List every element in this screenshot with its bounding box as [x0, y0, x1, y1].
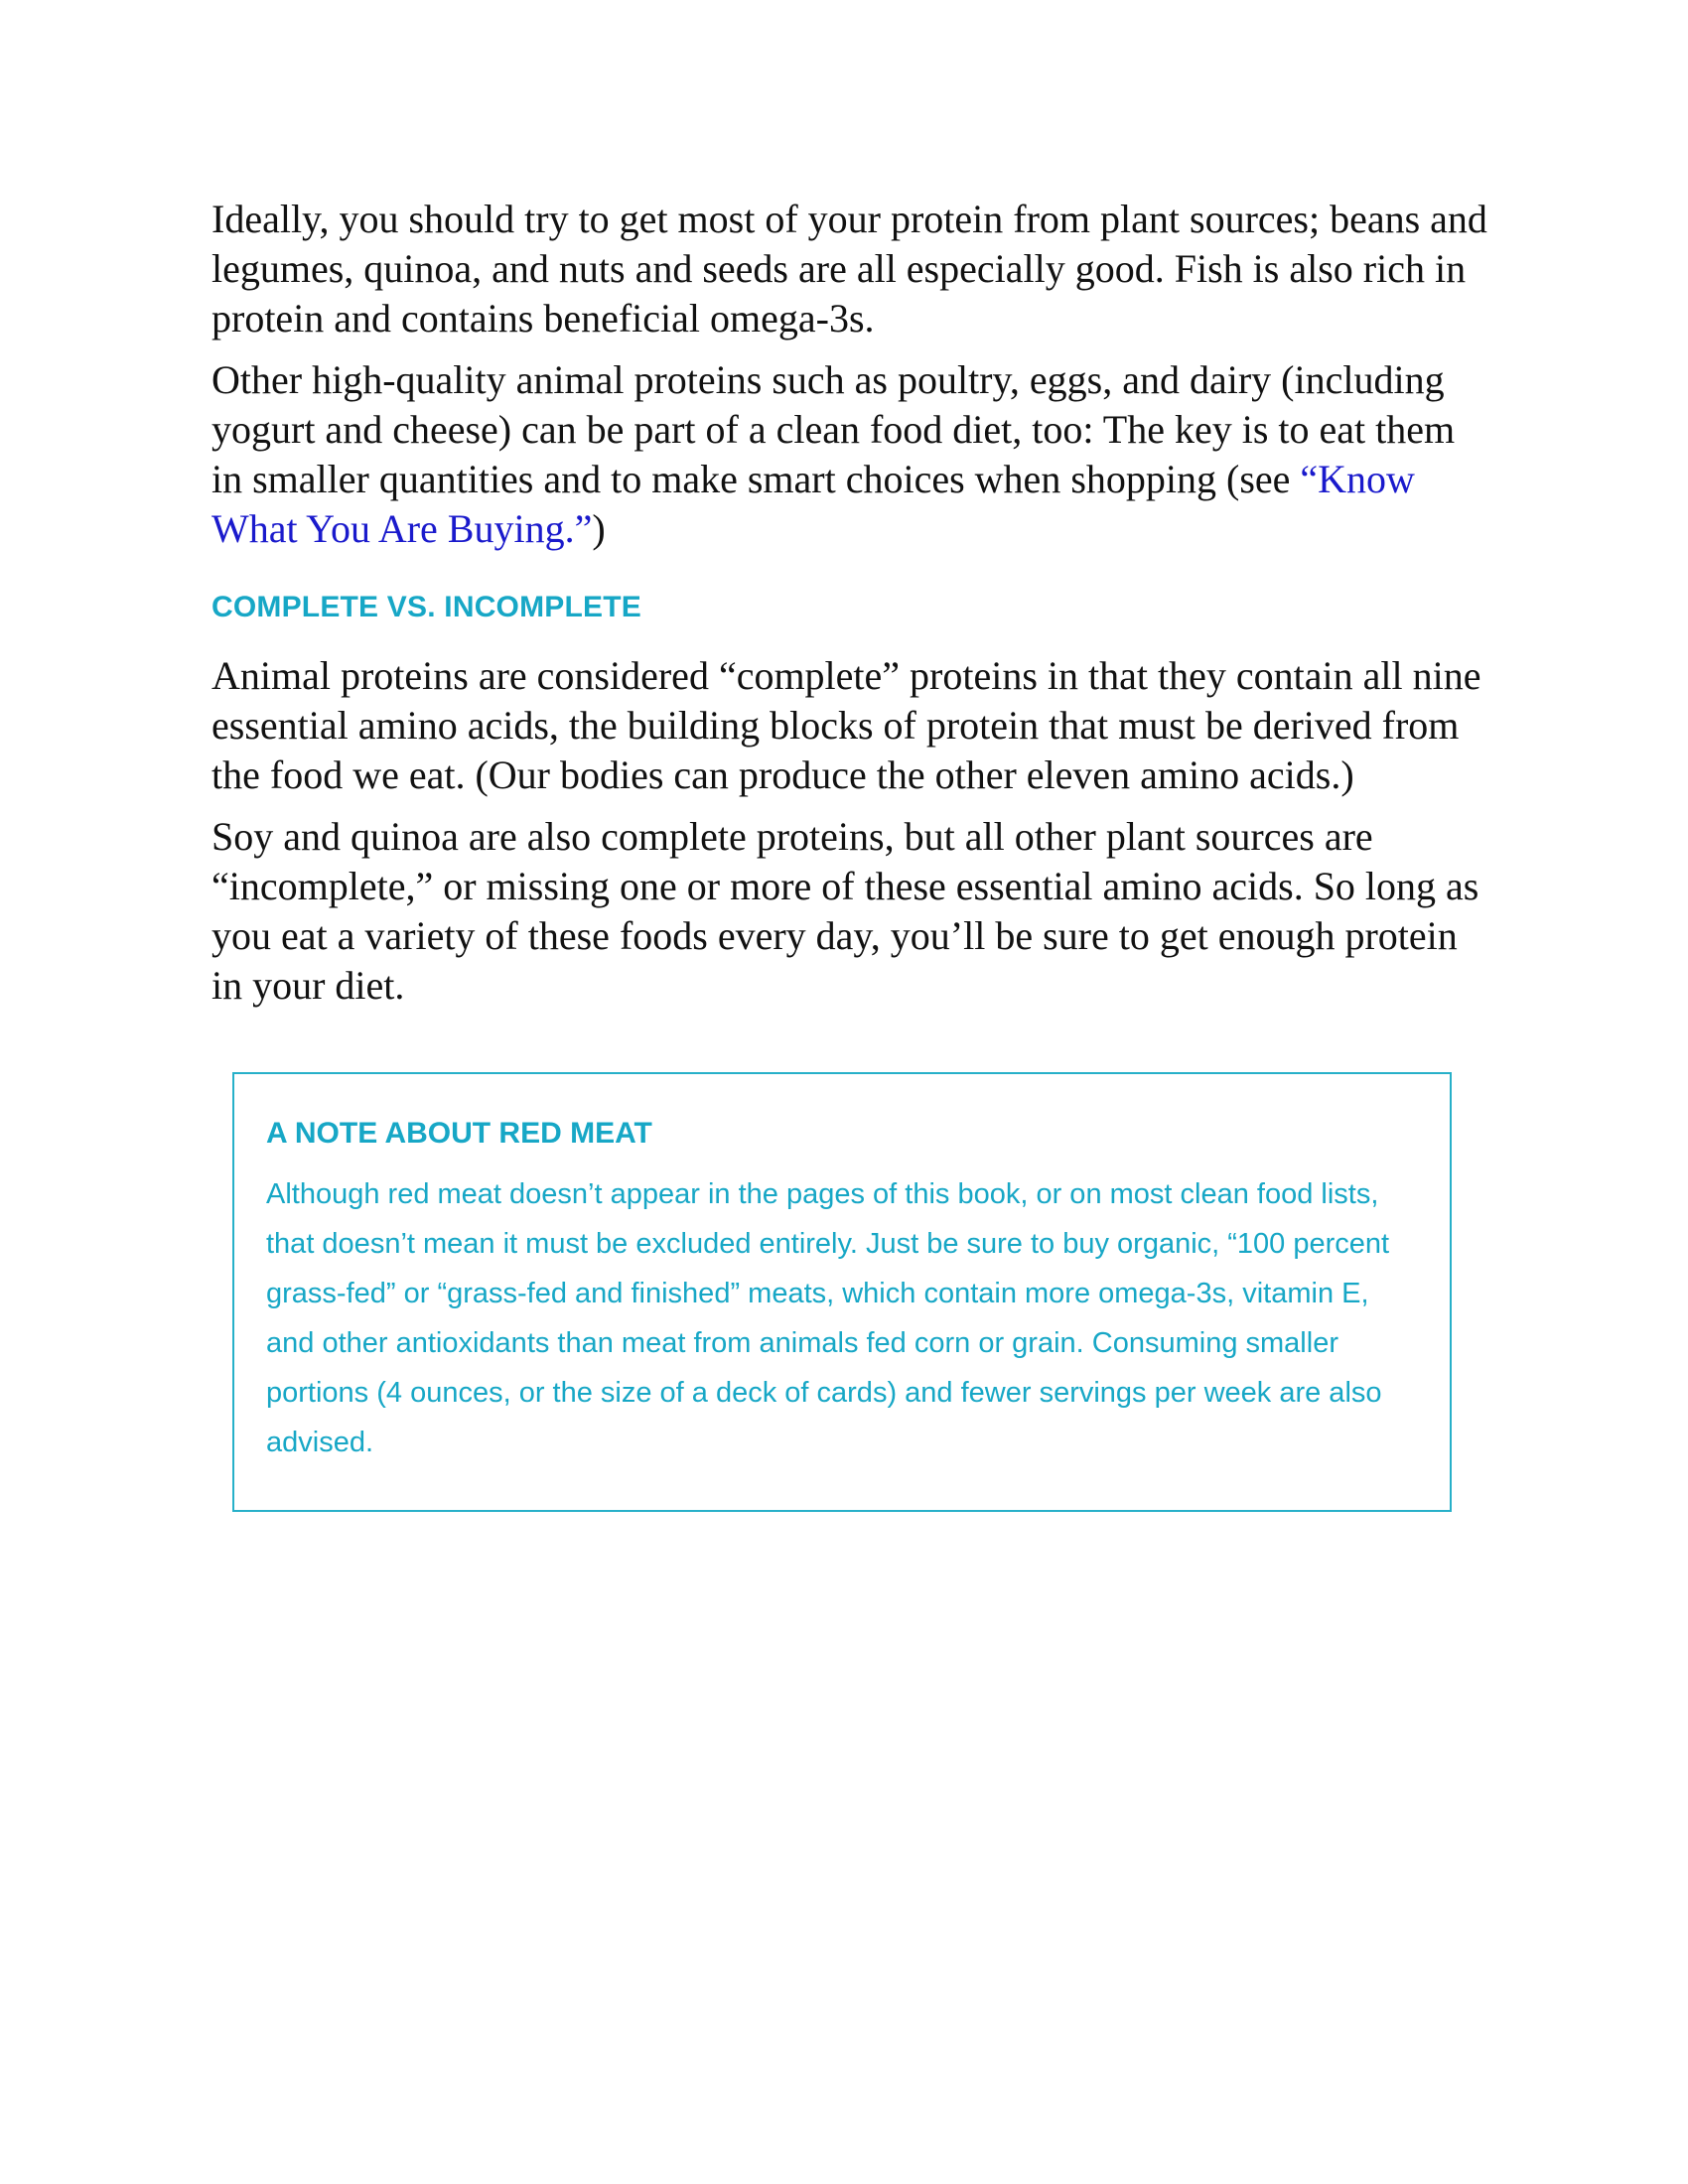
paragraph-plant-protein: Ideally, you should try to get most of your protein from plant sources; beans and legumes, quinoa, and nuts and seeds are all especially good. Fish is also rich in protein and contains beneficial omega-3s.: [211, 197, 1487, 341]
note-title: A NOTE ABOUT RED MEAT: [266, 1117, 652, 1150]
main-content: [211, 195, 1492, 1023]
paragraph-animal-protein-text: Other high-quality animal proteins such as poultry, eggs, and dairy (including yogurt and cheese) can be part of a clean food diet, too: The key is to eat them in smaller quantities and to make smart choices when shopping (see: [211, 357, 1456, 501]
paragraph-incomplete-proteins: Soy and quinoa are also complete proteins, but all other plant sources are “incomplete,” or missing one or more of these essential amino acids. So long as you eat a variety of these foods every day, you’ll be sure to get enough protein in your diet.: [211, 814, 1479, 1008]
paragraph-animal-protein: [211, 355, 1492, 554]
paragraph-complete-proteins: Animal proteins are considered “complete” proteins in that they contain all nine essential amino acids, the building blocks of protein that must be derived from the food we eat. (Our bodies can produce the other eleven amino acids.): [211, 653, 1481, 797]
know-what-you-are-buying-link[interactable]: “Know What You Are Buying.”: [211, 457, 1415, 551]
paragraph-animal-protein-close: ): [592, 506, 606, 551]
red-meat-note-box: [232, 1072, 1452, 1512]
section-heading-complete-vs-incomplete: COMPLETE VS. INCOMPLETE: [211, 591, 641, 623]
note-body: Although red meat doesn’t appear in the pages of this book, or on most clean food lists, that doesn’t mean it must be excluded entirely. Just be sure to buy organic, “100 percent grass-fed” or “grass-fed and finished” meats, which contain more omega-3s, vitamin E, and other antioxidants than meat from animals fed corn or grain. Consuming smaller portions (4 ounces, or the size of a deck of cards) and fewer servings per week are also advised.: [266, 1178, 1390, 1458]
